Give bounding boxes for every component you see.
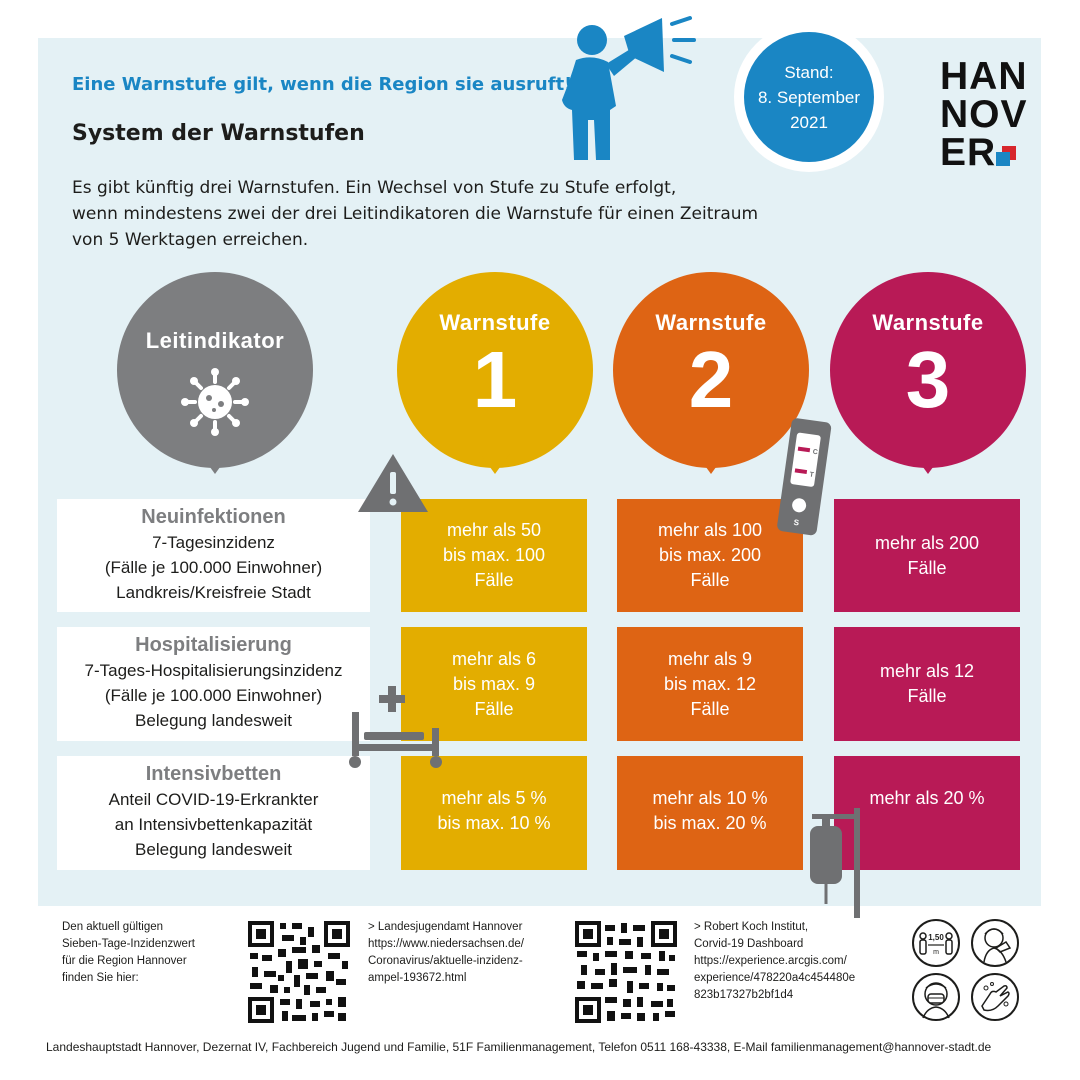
cell-stufe3-hospitalisierung (834, 627, 1020, 741)
footer-imprint: Landeshauptstadt Hannover, Dezernat IV, Fachbereich Jugend und Familie, 51F Familienmanagement, Telefon 0511 168-43338, E-Mail familienmanagement@hannover-stadt.de (46, 1040, 992, 1054)
intro-line: von 5 Werktagen erreichen. (72, 230, 309, 250)
link-line: > Landesjugendamt Hannover (368, 921, 523, 933)
rapid-test-icon (776, 416, 836, 540)
indicator-line: (Fälle je 100.000 Einwohner) (104, 686, 323, 705)
bubble-label: Warnstufe (439, 310, 551, 335)
logo-line: HAN (940, 55, 1028, 98)
cell-line: bis max. 9 (452, 673, 536, 694)
indicator-line: an Intensivbettenkapazität (114, 815, 313, 834)
cell-line: mehr als 20 % (869, 788, 985, 808)
cell-line: Fälle (907, 557, 947, 578)
indicator-line: 7-Tagesinzidenz (152, 533, 275, 552)
cell-line: mehr als 10 % (652, 788, 768, 808)
cell-line: mehr als 200 (874, 532, 980, 553)
cell-line: Fälle (690, 698, 730, 719)
bubble-tail (199, 452, 231, 474)
footer-hint (62, 919, 195, 987)
logo-square-blue (996, 152, 1010, 166)
link-line: https://experience.arcgis.com/ (694, 955, 847, 967)
link-landesjugendamt[interactable] (368, 919, 524, 987)
distance-unit: m (933, 949, 939, 956)
cell-stufe1-neuinfektionen (401, 499, 587, 612)
footer-hint-line: Sieben-Tage-Inzidenzwert (62, 938, 195, 950)
stand-line: 2021 (790, 113, 828, 132)
cell-stufe1-intensivbetten (401, 756, 587, 870)
indicator-line: Belegung landesweit (135, 840, 292, 859)
cell-line: bis max. 12 (663, 673, 757, 694)
cell-line: Fälle (474, 570, 514, 590)
link-line: > Robert Koch Institut, (694, 921, 809, 933)
indicator-neuinfektionen (57, 499, 370, 612)
bubble-tail (695, 452, 727, 474)
cell-line: bis max. 10 % (437, 813, 551, 833)
megaphone-person-icon (550, 10, 700, 162)
link-line: https://www.niedersachsen.de/ (368, 938, 524, 950)
bubble-label: Warnstufe (872, 310, 984, 335)
warning-icon (356, 452, 430, 514)
indicator-line: 7-Tages-Hospitalisierungsinzidenz (84, 661, 343, 680)
bubble-tail (912, 452, 944, 474)
cell-line: mehr als 50 (446, 520, 542, 540)
mask-icon (911, 972, 961, 1022)
stand-line: 8. September (757, 88, 861, 107)
intro-line: Es gibt künftig drei Warnstufen. Ein Wechsel von Stufe zu Stufe erfolgt, (72, 178, 677, 198)
cell-line: bis max. 200 (658, 545, 762, 565)
link-line: Coronavirus/aktuelle-inzidenz- (368, 955, 523, 967)
indicator-line: (Fälle je 100.000 Einwohner) (104, 558, 323, 577)
indicator-hospitalisierung (57, 627, 370, 741)
test-c-label: C (812, 448, 819, 457)
cell-line: mehr als 100 (657, 520, 763, 540)
bubble-number: 1 (472, 335, 518, 424)
indicator-intensivbetten (57, 756, 370, 870)
virus-icon (181, 368, 249, 436)
stand-badge (744, 32, 874, 162)
cell-line: mehr als 6 (451, 648, 537, 669)
indicator-line: Belegung landesweit (135, 711, 292, 730)
bubble-number: 2 (688, 335, 734, 424)
test-t-label: T (808, 471, 815, 480)
indicator-heading: Intensivbetten (145, 763, 282, 785)
hospital-bed-icon (346, 684, 446, 770)
logo-line: NOV (940, 93, 1028, 136)
cough-icon (970, 918, 1020, 968)
footer-hint-line: finden Sie hier: (62, 972, 139, 984)
iv-drip-icon (804, 808, 866, 920)
hand-washing-icon (970, 972, 1020, 1022)
footer-hint-line: für die Region Hannover (62, 955, 187, 967)
link-line: ampel-193672.html (368, 972, 467, 984)
intro-line: wenn mindestens zwei der drei Leitindikatoren die Warnstufe für einen Zeitraum (72, 204, 759, 224)
link-rki-dashboard[interactable] (694, 919, 855, 1004)
page-title: System der Warnstufen (72, 121, 365, 146)
test-s-label: S (793, 517, 800, 528)
stand-line: Stand: (784, 63, 834, 82)
bubble-tail (479, 452, 511, 474)
indicator-line: Landkreis/Kreisfreie Stadt (116, 583, 311, 602)
distance-label: 1,50 (928, 933, 944, 942)
bubble-label: Warnstufe (655, 310, 767, 335)
cell-line: Fälle (474, 698, 514, 719)
cell-stufe2-hospitalisierung (617, 627, 803, 741)
link-line: 823b17327b2bf1d4 (694, 989, 794, 1001)
bubble-warnstufe-1 (397, 272, 593, 468)
qr-code-icon[interactable] (248, 921, 350, 1023)
cell-line: mehr als 12 (879, 661, 975, 681)
link-line: Corvid-19 Dashboard (694, 938, 804, 950)
cell-line: mehr als 9 (667, 648, 753, 669)
cell-stufe3-neuinfektionen (834, 499, 1020, 612)
bubble-leitindikator (117, 272, 313, 468)
indicator-line: Anteil COVID-19-Erkrankter (108, 790, 319, 809)
qr-code-icon[interactable] (575, 921, 677, 1023)
cell-line: bis max. 100 (442, 545, 546, 565)
cell-line: Fälle (690, 570, 730, 590)
headline: Eine Warnstufe gilt, wenn die Region sie ausruft! (72, 74, 573, 95)
intro-text (72, 175, 812, 253)
bubble-warnstufe-3 (830, 272, 1026, 468)
indicator-heading: Neuinfektionen (141, 506, 286, 528)
indicator-heading: Hospitalisierung (135, 634, 292, 656)
cell-stufe2-intensivbetten (617, 756, 803, 870)
bubble-label: Leitindikator (145, 328, 285, 353)
footer-hint-line: Den aktuell gültigen (62, 921, 164, 933)
distance-icon (911, 918, 961, 968)
cell-line: Fälle (907, 686, 947, 706)
link-line: experience/478220a4c454480e (694, 972, 856, 984)
cell-line: bis max. 20 % (653, 813, 767, 833)
cell-line: mehr als 5 % (441, 788, 547, 808)
bubble-number: 3 (905, 335, 951, 424)
logo-line: ER (940, 131, 997, 174)
